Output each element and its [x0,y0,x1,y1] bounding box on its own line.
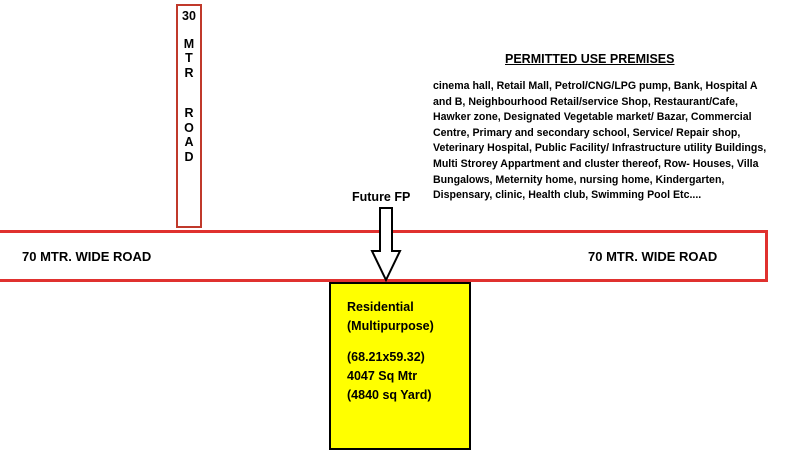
vertical-road-label [178,6,200,164]
vertical-road-30m [176,4,202,228]
vertical-road-letter: T [185,51,193,65]
plot-details [347,298,434,405]
plot-dimensions: (68.21x59.32) [347,350,425,364]
vertical-road-letter: D [184,149,194,164]
plot-use-line1: Residential [347,300,414,314]
down-arrow-icon [370,207,402,281]
permitted-use-title: PERMITTED USE PREMISES [505,52,675,66]
vertical-road-letter: A [184,135,194,149]
plot-area-sqm: 4047 Sq Mtr [347,369,418,383]
road-label-right: 70 MTR. WIDE ROAD [588,249,718,264]
vertical-road-letter: M [183,36,195,51]
residential-plot [329,282,471,450]
road-label-left: 70 MTR. WIDE ROAD [22,249,152,264]
vertical-road-letter: O [184,120,194,135]
future-fp-label: Future FP [352,190,411,204]
plot-use-line2: (Multipurpose) [347,319,434,333]
vertical-road-letter: R [184,65,194,80]
vertical-road-letter: R [184,106,194,120]
vertical-road-width: 30 [182,9,196,23]
permitted-use-list: cinema hall, Retail Mall, Petrol/CNG/LPG pump, Bank, Hospital A and B, Neighbourhood Retail/service Shop, Restaurant/Cafe, Hawker zone, Designated Vegetable market/ Bazar, Commercial Centre, Primary and secondary school, Service/ Repair shop, Veterinary Hospital, Public Facility/ Infrastructure utility Buildings, Multi Strorey Appartment and cluster thereof, Row- Houses, Villa Bungalows, Meternity home, nursing home, Kindergarten, Dispensary, clinic, Health club, Swimming Pool Etc.... [433,80,767,202]
plot-area-sqyd: (4840 sq Yard) [347,388,432,402]
